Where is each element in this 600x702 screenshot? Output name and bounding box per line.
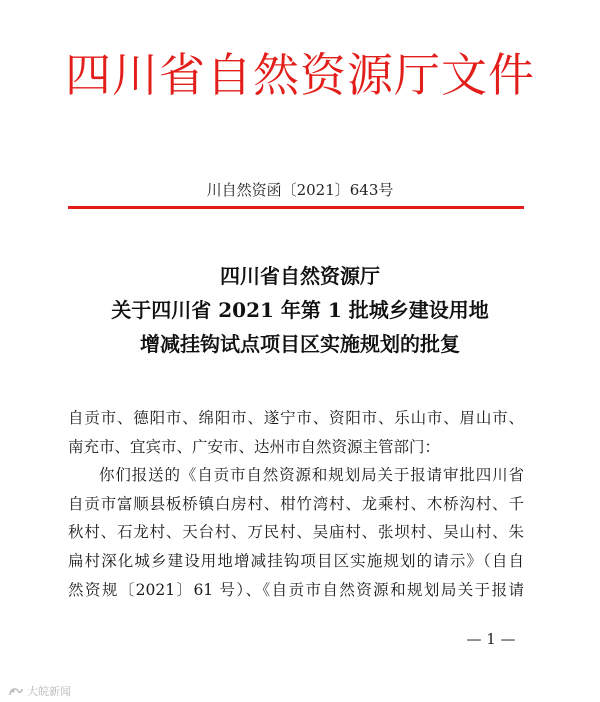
watermark-text: 大皖新闻 [27,685,71,698]
title-line: 四川省自然资源厅 [220,264,380,288]
red-divider-line [68,206,524,209]
body-paragraph-line: 然资规〔2021〕61 号）、《自贡市自然资源和规划局关于报请 [68,580,524,599]
watermark [8,683,71,699]
document-header-title: 四川省自然资源厅文件 [65,48,535,102]
watermark-logo-icon [8,685,24,697]
body-paragraph-line: 秋村、石龙村、天台村、万民村、吴庙村、张坝村、吴山村、朱 [68,523,524,542]
body-paragraph-line: 扁村深化城乡建设用地增减挂钩项目区实施规划的请示》（自自 [68,551,524,570]
page-number: — 1 — [466,630,516,648]
document-title [0,259,600,361]
body-paragraph-line: 自贡市富顺县板桥镇白房村、柑竹湾村、龙乘村、木桥沟村、千 [68,494,524,513]
recipients-line: 南充市、宜宾市、广安市、达州市自然资源主管部门： [68,437,441,456]
document-number: 川自然资函〔2021〕643号 [206,181,394,199]
document-body [68,404,524,604]
title-line: 关于四川省 2021 年第 1 批城乡建设用地 [111,298,489,322]
body-paragraph-line: 你们报送的《自贡市自然资源和规划局关于报请审批四川省 [99,466,524,485]
recipients-line: 自贡市、德阳市、绵阳市、遂宁市、资阳市、乐山市、眉山市、 [68,409,524,427]
title-line: 增减挂钩试点项目区实施规划的批复 [140,332,460,356]
